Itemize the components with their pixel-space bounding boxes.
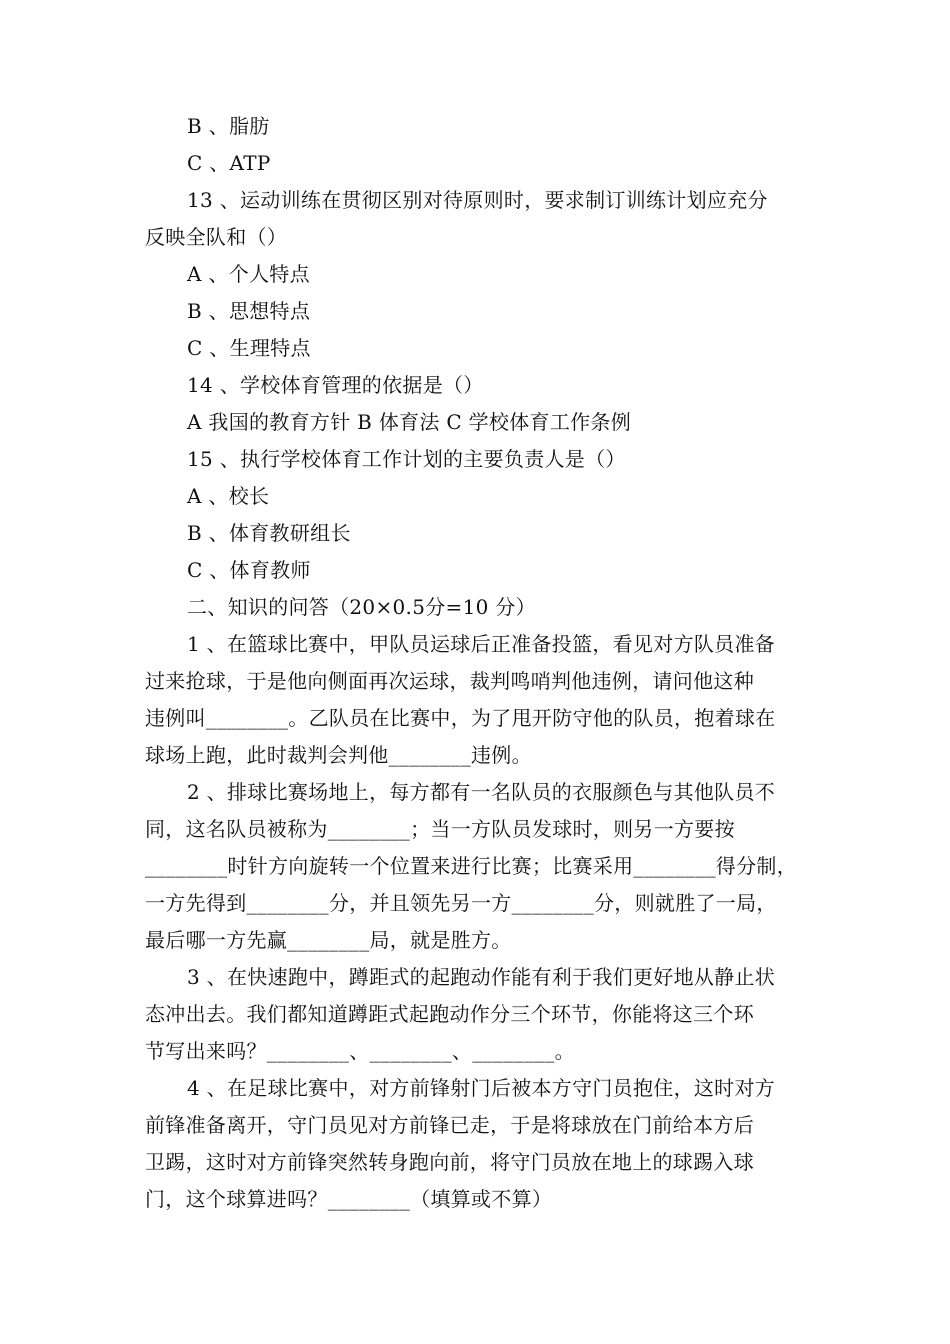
answer-4-line-1: 4 、在足球比赛中，对方前锋射门后被本方守门员抱住，这时对方 — [187, 1076, 776, 1100]
document-body — [145, 108, 835, 1218]
option-a-personal: A 、个人特点 — [187, 262, 310, 286]
option-c-atp: C 、ATP — [187, 151, 271, 175]
answer-4-line-4: 门，这个球算进吗？________（填算或不算） — [145, 1187, 553, 1211]
answer-4-line-2: 前锋准备离开，守门员见对方前锋已走，于是将球放在门前给本方后 — [145, 1113, 754, 1137]
answer-3-line-1: 3 、在快速跑中，蹲距式的起跑动作能有利于我们更好地从静止状 — [187, 965, 776, 989]
answer-2-line-4: 一方先得到________分，并且领先另一方________分，则就胜了一局， — [145, 891, 777, 915]
answer-3-line-2: 态冲出去。我们都知道蹲距式起跑动作分三个环节，你能将这三个环 — [145, 1002, 754, 1026]
section-2-heading: 二、知识的问答（20×0.5分=10 分） — [187, 595, 536, 619]
answer-1-line-3: 违例叫________。乙队员在比赛中，为了甩开防守他的队员，抱着球在 — [145, 706, 776, 730]
answer-2-line-3: ________时针方向旋转一个位置来进行比赛；比赛采用________得分制， — [145, 854, 797, 878]
answer-2-line-5: 最后哪一方先赢________局，就是胜方。 — [145, 928, 512, 952]
answer-2-line-2: 同，这名队员被称为________；当一方队员发球时，则另一方要按 — [145, 817, 735, 841]
question-13-line-1: 13 、运动训练在贯彻区别对待原则时，要求制订训练计划应充分 — [187, 188, 768, 212]
answer-1-line-1: 1 、在篮球比赛中，甲队员运球后正准备投篮，看见对方队员准备 — [187, 632, 776, 656]
question-14: 14 、学校体育管理的依据是（） — [187, 373, 484, 397]
question-14-options: A 我国的教育方针 B 体育法 C 学校体育工作条例 — [187, 410, 632, 434]
option-a-principal: A 、校长 — [187, 484, 270, 508]
answer-3-line-3: 节写出来吗？________、________、________。 — [145, 1039, 575, 1063]
answer-1-line-2: 过来抢球，于是他向侧面再次运球，裁判鸣哨判他违例，请问他这种 — [145, 669, 754, 693]
question-15: 15 、执行学校体育工作计划的主要负责人是（） — [187, 447, 626, 471]
answer-1-line-4: 球场上跑，此时裁判会判他________违例。 — [145, 743, 532, 767]
answer-4-line-3: 卫踢，这时对方前锋突然转身跑向前，将守门员放在地上的球踢入球 — [145, 1150, 754, 1174]
option-b-group-leader: B 、体育教研组长 — [187, 521, 351, 545]
option-c-teacher: C 、体育教师 — [187, 558, 311, 582]
answer-2-line-1: 2 、排球比赛场地上，每方都有一名队员的衣服颜色与其他队员不 — [187, 780, 776, 804]
option-c-physiology: C 、生理特点 — [187, 336, 311, 360]
option-b-fat: B 、脂肪 — [187, 114, 270, 138]
question-13-line-2: 反映全队和（） — [145, 225, 288, 249]
option-b-thought: B 、思想特点 — [187, 299, 311, 323]
